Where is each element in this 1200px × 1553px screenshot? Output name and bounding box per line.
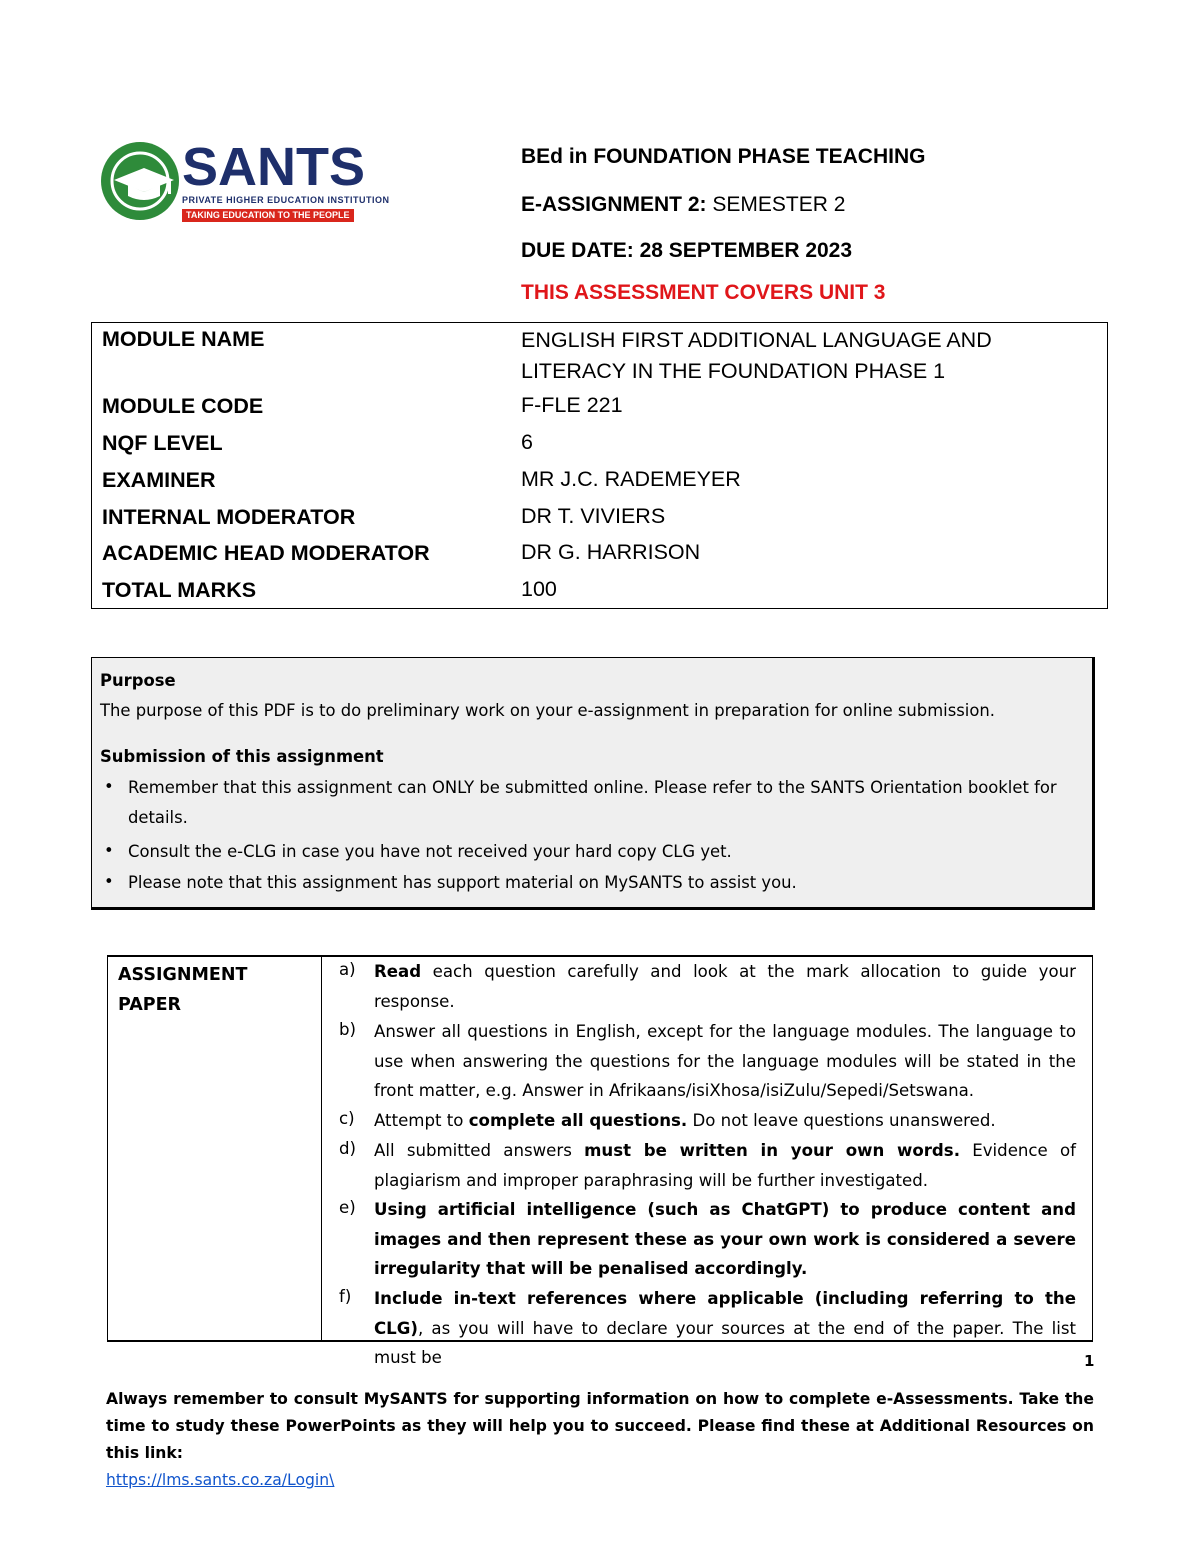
sants-logo xyxy=(100,137,390,226)
total-marks-value: 100 xyxy=(521,577,557,601)
internal-moderator-label: INTERNAL MODERATOR xyxy=(102,505,356,529)
bullet-icon: • xyxy=(104,777,114,796)
item-letter: e) xyxy=(339,1198,356,1217)
instruction-item: Attempt to complete all questions. Do not leave questions unanswered. xyxy=(374,1111,996,1130)
table-bottom-border xyxy=(107,1340,1093,1342)
due-date: DUE DATE: 28 SEPTEMBER 2023 xyxy=(521,239,853,262)
lms-login-link[interactable]: https://lms.sants.co.za/Login\ xyxy=(106,1471,335,1489)
examiner-label: EXAMINER xyxy=(102,468,216,492)
internal-moderator-value: DR T. VIVIERS xyxy=(521,504,666,528)
submission-heading: Submission of this assignment xyxy=(100,747,384,766)
instruction-item: Include in-text references where applicable (including referring to the CLG), as you will have to declare your sources at the end of the paper. The list must be xyxy=(374,1289,1076,1368)
nqf-level-value: 6 xyxy=(521,430,533,454)
purpose-box xyxy=(91,657,1095,910)
assignment-paper-table xyxy=(107,955,1093,1368)
graduation-cap-icon xyxy=(100,140,182,222)
total-marks-label: TOTAL MARKS xyxy=(102,578,257,602)
instruction-item: Read each question carefully and look at the mark allocation to guide your response. xyxy=(374,962,1076,1011)
purpose-heading: Purpose xyxy=(100,671,176,690)
assessment-coverage: THIS ASSESSMENT COVERS UNIT 3 xyxy=(521,281,886,304)
instruction-item: All submitted answers must be written in your own words. Evidence of plagiarism and improper paraphrasing will be further investigated. xyxy=(374,1141,1076,1190)
submission-bullet: Remember that this assignment can ONLY be submitted online. Please refer to the SANTS Orientation booklet for details. xyxy=(128,778,1057,827)
module-name-label: MODULE NAME xyxy=(102,327,265,351)
instruction-item: Answer all questions in English, except for the language modules. The language to use when answering the questions for the language modules will be stated in the front matter, e.g. Answer in Afrikaans/isiXhosa/isiZulu/Sepedi/Setswana. xyxy=(374,1022,1076,1101)
submission-bullet: Consult the e-CLG in case you have not received your hard copy CLG yet. xyxy=(128,842,732,861)
module-info-table xyxy=(91,322,1108,609)
nqf-level-label: NQF LEVEL xyxy=(102,431,223,455)
assignment-paper-label: ASSIGNMENT PAPER xyxy=(118,965,248,1015)
programme-title: BEd in FOUNDATION PHASE TEACHING xyxy=(521,145,926,168)
logo-wordmark: SANTS xyxy=(182,137,366,197)
logo-subtitle: PRIVATE HIGHER EDUCATION INSTITUTION xyxy=(182,195,390,205)
module-code-label: MODULE CODE xyxy=(102,394,264,418)
bullet-icon: • xyxy=(104,872,114,891)
purpose-text: The purpose of this PDF is to do preliminary work on your e-assignment in preparation for online submission. xyxy=(100,701,995,720)
column-divider xyxy=(321,957,322,1342)
item-letter: d) xyxy=(339,1139,357,1158)
item-letter: f) xyxy=(339,1287,352,1306)
item-letter: a) xyxy=(339,960,356,979)
academic-head-moderator-value: DR G. HARRISON xyxy=(521,540,701,564)
instruction-item: Using artificial intelligence (such as ChatGPT) to produce content and images and then represent these as your own work is considered a severe irregularity that will be penalised accordingly. xyxy=(374,1200,1076,1279)
module-code-value: F-FLE 221 xyxy=(521,393,623,417)
bullet-icon: • xyxy=(104,841,114,860)
examiner-value: MR J.C. RADEMEYER xyxy=(521,467,741,491)
page-number: 1 xyxy=(1084,1352,1095,1370)
item-letter: c) xyxy=(339,1109,355,1128)
module-name-value: ENGLISH FIRST ADDITIONAL LANGUAGE AND LITERACY IN THE FOUNDATION PHASE 1 xyxy=(521,328,992,383)
submission-bullet: Please note that this assignment has support material on MySANTS to assist you. xyxy=(128,873,797,892)
logo-tagline: TAKING EDUCATION TO THE PEOPLE xyxy=(182,209,354,222)
academic-head-moderator-label: ACADEMIC HEAD MODERATOR xyxy=(102,541,430,565)
footer-note: Always remember to consult MySANTS for supporting information on how to complete e-Assessments. Take the time to study these PowerPoints as they will help you to succeed. Please find these at Additional Resources on this link: https://lms.sants.co.za/Login\ xyxy=(106,1390,1094,1489)
item-letter: b) xyxy=(339,1020,357,1039)
assignment-title: E-ASSIGNMENT 2: SEMESTER 2 xyxy=(521,193,846,216)
